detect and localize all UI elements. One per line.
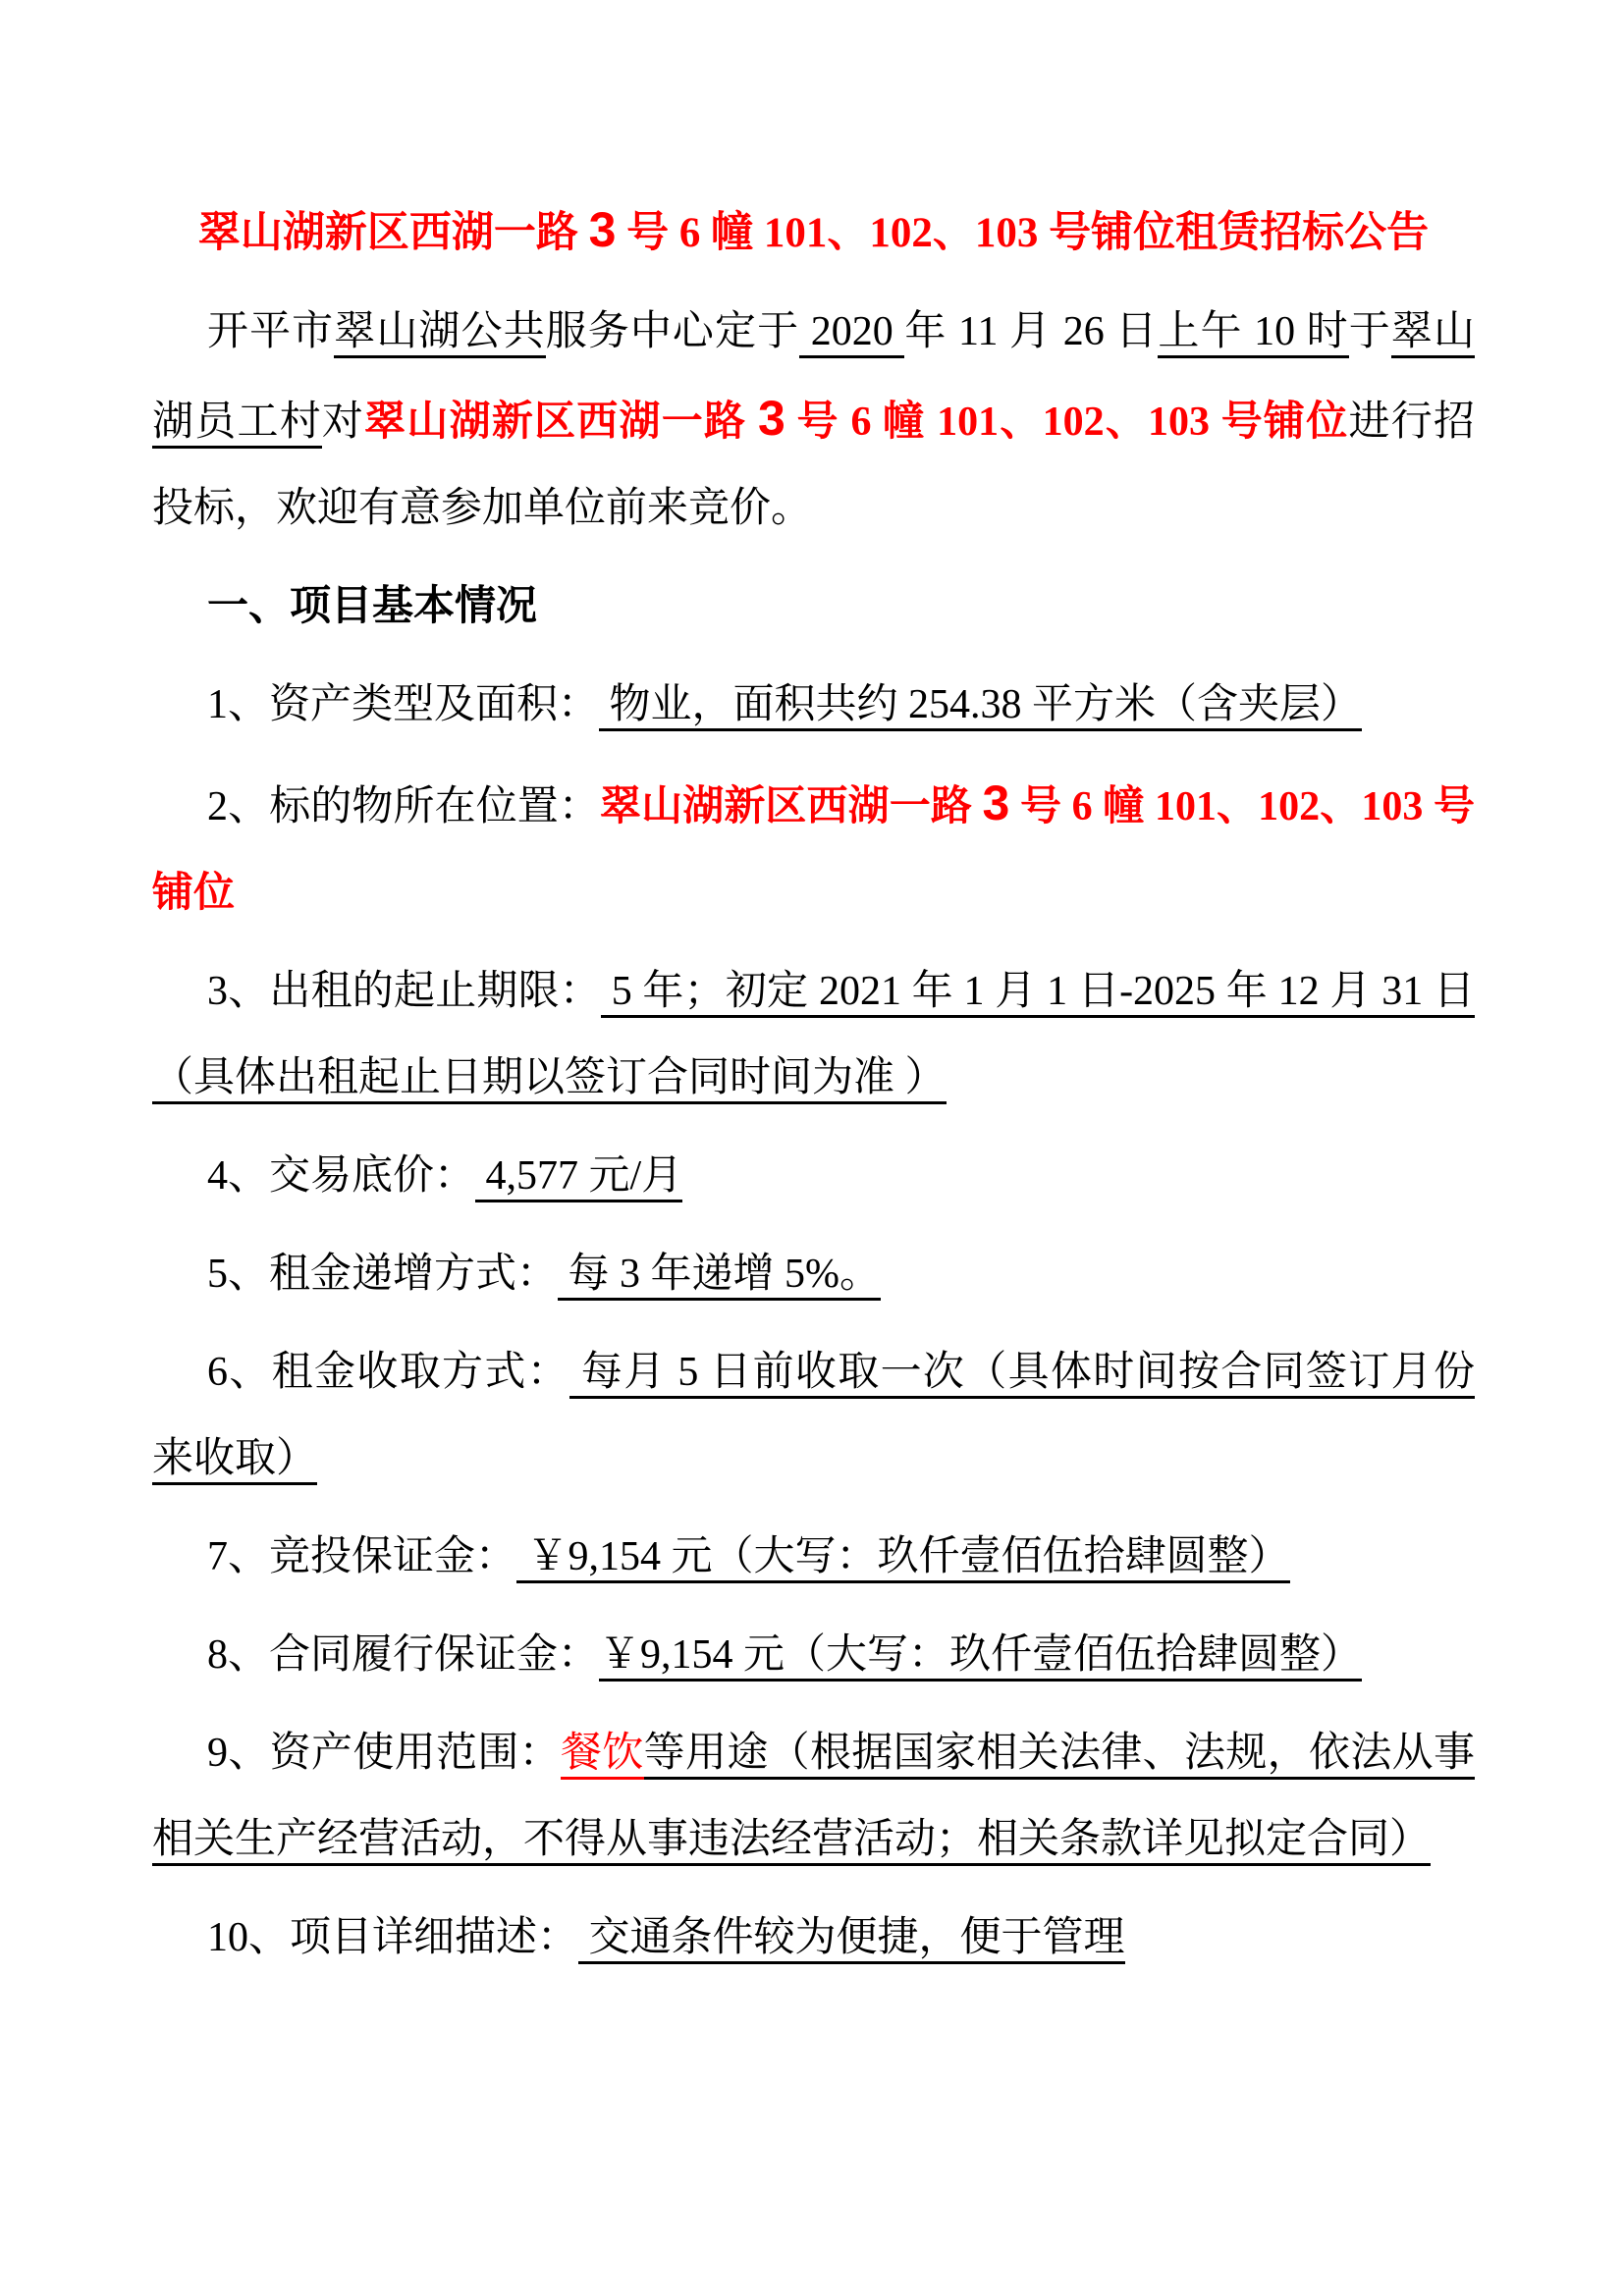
location-red-text-tail: 号 6 幢 101、102、103 号铺位 <box>152 784 1475 916</box>
item-value-underlined: 每 3 年递增 5%。 <box>558 1252 881 1301</box>
venue-name-underlined: 翠山湖员工村 <box>152 309 1475 449</box>
intro-lead-text: 开平市 <box>207 309 335 354</box>
auction-time-underlined: 上午 10 时 <box>1158 309 1348 358</box>
intro-mid-text-2: 年 11 月 26 日 <box>904 309 1159 354</box>
usage-red-underlined: 餐饮 <box>561 1731 644 1780</box>
title-text-post: 号 6 幢 101、102、103 号铺位租赁招标公告 <box>616 210 1430 256</box>
item-value-underlined: 等用途（根据国家相关法律、法规，依法从事相关生产经营活动，不得从事违法经营活动；相关条款详见拟定合同） <box>152 1731 1475 1866</box>
title-big-digit: 3 <box>588 202 617 257</box>
item-bid-deposit <box>152 1514 1475 1600</box>
item-value-underlined: 物业，面积共约 254.38 平方米（含夹层） <box>599 682 1362 731</box>
intro-mid-text-3: 于 <box>1348 309 1391 354</box>
item-label: 4、交易底价： <box>207 1153 476 1199</box>
item-label: 6、租金收取方式： <box>207 1350 570 1395</box>
item-value-underlined: 4,577 元/月 <box>475 1153 682 1202</box>
item-label: 7、竞投保证金： <box>207 1534 517 1579</box>
page-title <box>152 187 1475 277</box>
item-label: 9、资产使用范围： <box>207 1731 561 1776</box>
location-big-digit: 3 <box>982 775 1010 830</box>
item-usage-scope <box>152 1710 1475 1883</box>
item-label: 2、标的物所在位置： <box>207 784 601 829</box>
item-label: 1、资产类型及面积： <box>207 682 600 727</box>
item-lease-term <box>152 948 1475 1121</box>
org-name-underlined: 翠山湖公共 <box>334 309 545 358</box>
item-label: 8、合同履行保证金： <box>207 1632 600 1678</box>
item-value-underlined: ￥9,154 元（大写：玖仟壹佰伍拾肆圆整） <box>516 1534 1290 1583</box>
property-name-red-tail: 号 6 幢 101、102、103 号铺位 <box>785 400 1349 445</box>
item-value-underlined: ￥9,154 元（大写：玖仟壹佰伍拾肆圆整） <box>599 1632 1362 1682</box>
auction-year-underlined: 2020 <box>799 309 904 358</box>
property-name-red: 翠山湖新区西湖一路 <box>364 400 758 445</box>
item-rent-increase <box>152 1231 1475 1317</box>
item-label: 5、租金递增方式： <box>207 1252 559 1297</box>
intro-mid-text-1: 服务中心定于 <box>545 309 800 354</box>
property-big-digit: 3 <box>757 391 785 446</box>
intro-mid-text-4: 对 <box>321 400 365 445</box>
title-text-pre: 翠山湖新区西湖一路 <box>197 210 589 256</box>
item-asset-type-area <box>152 662 1475 748</box>
item-label: 3、出租的起止期限： <box>207 969 602 1014</box>
item-base-price <box>152 1133 1475 1219</box>
intro-tail-text: 进行招投标，欢迎有意参加单位前来竞价。 <box>152 400 1475 531</box>
item-label: 10、项目详细描述： <box>207 1915 579 1960</box>
item-value-underlined: 每月 5 日前收取一次（具体时间按合同签订月份来收取） <box>152 1350 1475 1485</box>
item-value-underlined: 交通条件较为便捷，便于管理 <box>578 1915 1125 1964</box>
item-value-underlined: 5 年；初定 2021 年 1 月 1 日-2025 年 12 月 31 日（具体出租起止日期以签订合同时间为准 ） <box>152 969 1475 1104</box>
item-description <box>152 1895 1475 1981</box>
section-heading: 一、项目基本情况 <box>207 584 538 629</box>
intro-paragraph <box>152 289 1475 552</box>
location-red-text: 翠山湖新区西湖一路 <box>600 784 983 829</box>
item-location <box>152 760 1475 936</box>
item-rent-collection <box>152 1329 1475 1502</box>
item-performance-deposit <box>152 1612 1475 1698</box>
